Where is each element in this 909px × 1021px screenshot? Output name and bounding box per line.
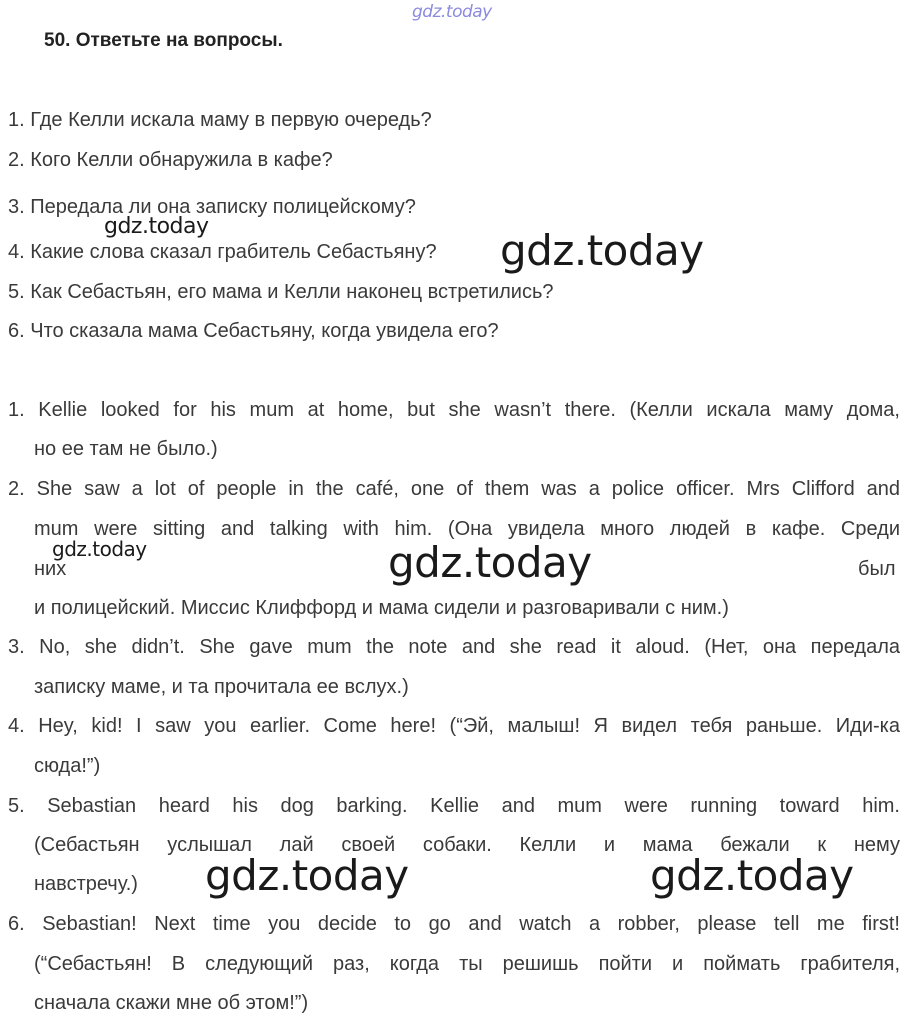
answer-6-line-1: 6. Sebastian! Next time you decide to go and watch a robber, please tell me first! [8, 913, 900, 935]
question-3: 3. Передала ли она записку полицейскому? [8, 196, 416, 218]
answer-3-line-1: 3. No, she didn’t. She gave mum the note and she read it aloud. (Нет, она передала [8, 636, 900, 658]
answer-4-line-1: 4. Hey, kid! I saw you earlier. Come here! (“Эй, малыш! Я видел тебя раньше. Иди-ка [8, 715, 900, 737]
answer-6-line-3: сначала скажи мне об этом!”) [34, 992, 309, 1014]
answer-5-line-1: 5. Sebastian heard his dog barking. Kellie and mum were running toward him. [8, 795, 900, 817]
answer-5-line-2: (Себастьян услышал лай своей собаки. Келли и мама бежали к нему [34, 834, 900, 856]
watermark-small-1: gdz.today [104, 214, 209, 239]
watermark-big-2: gdz.today [388, 538, 592, 587]
watermark-small-2: gdz.today [52, 537, 147, 561]
answer-6-line-2: (“Себастьян! В следующий раз, когда ты решишь пойти и поймать грабителя, [34, 953, 900, 975]
watermark-top: gdz.today [412, 2, 492, 22]
answer-1-line-2: но ее там не было.) [34, 438, 218, 460]
question-6: 6. Что сказала мама Себастьяну, когда увидела его? [8, 320, 499, 342]
watermark-big-1: gdz.today [500, 226, 704, 275]
question-1: 1. Где Келли искала маму в первую очередь? [8, 109, 432, 131]
watermark-big-3: gdz.today [205, 851, 409, 900]
question-2: 2. Кого Келли обнаружила в кафе? [8, 149, 333, 171]
answer-2-line-3-right: был [858, 558, 896, 580]
answer-2-line-2: mum were sitting and talking with him. (Она увидела много людей в кафе. Среди [34, 518, 900, 540]
answer-1-line-1: 1. Kellie looked for his mum at home, but she wasn’t there. (Келли искала маму дома, [8, 399, 900, 421]
question-4: 4. Какие слова сказал грабитель Себастьяну? [8, 241, 437, 263]
answer-2-line-4: и полицейский. Миссис Клиффорд и мама сидели и разговаривали с ним.) [34, 597, 729, 619]
watermark-big-4: gdz.today [650, 851, 854, 900]
answer-4-line-2: сюда!”) [34, 755, 101, 777]
answer-5-line-3: навстречу.) [34, 873, 138, 895]
answer-3-line-2: записку маме, и та прочитала ее вслух.) [34, 676, 409, 698]
page-title: 50. Ответьте на вопросы. [44, 30, 283, 51]
answer-2-line-1: 2. She saw a lot of people in the café, one of them was a police officer. Mrs Clifford and [8, 478, 900, 500]
answer-2-line-3-left: них [34, 558, 67, 580]
question-5: 5. Как Себастьян, его мама и Келли наконец встретились? [8, 281, 554, 303]
